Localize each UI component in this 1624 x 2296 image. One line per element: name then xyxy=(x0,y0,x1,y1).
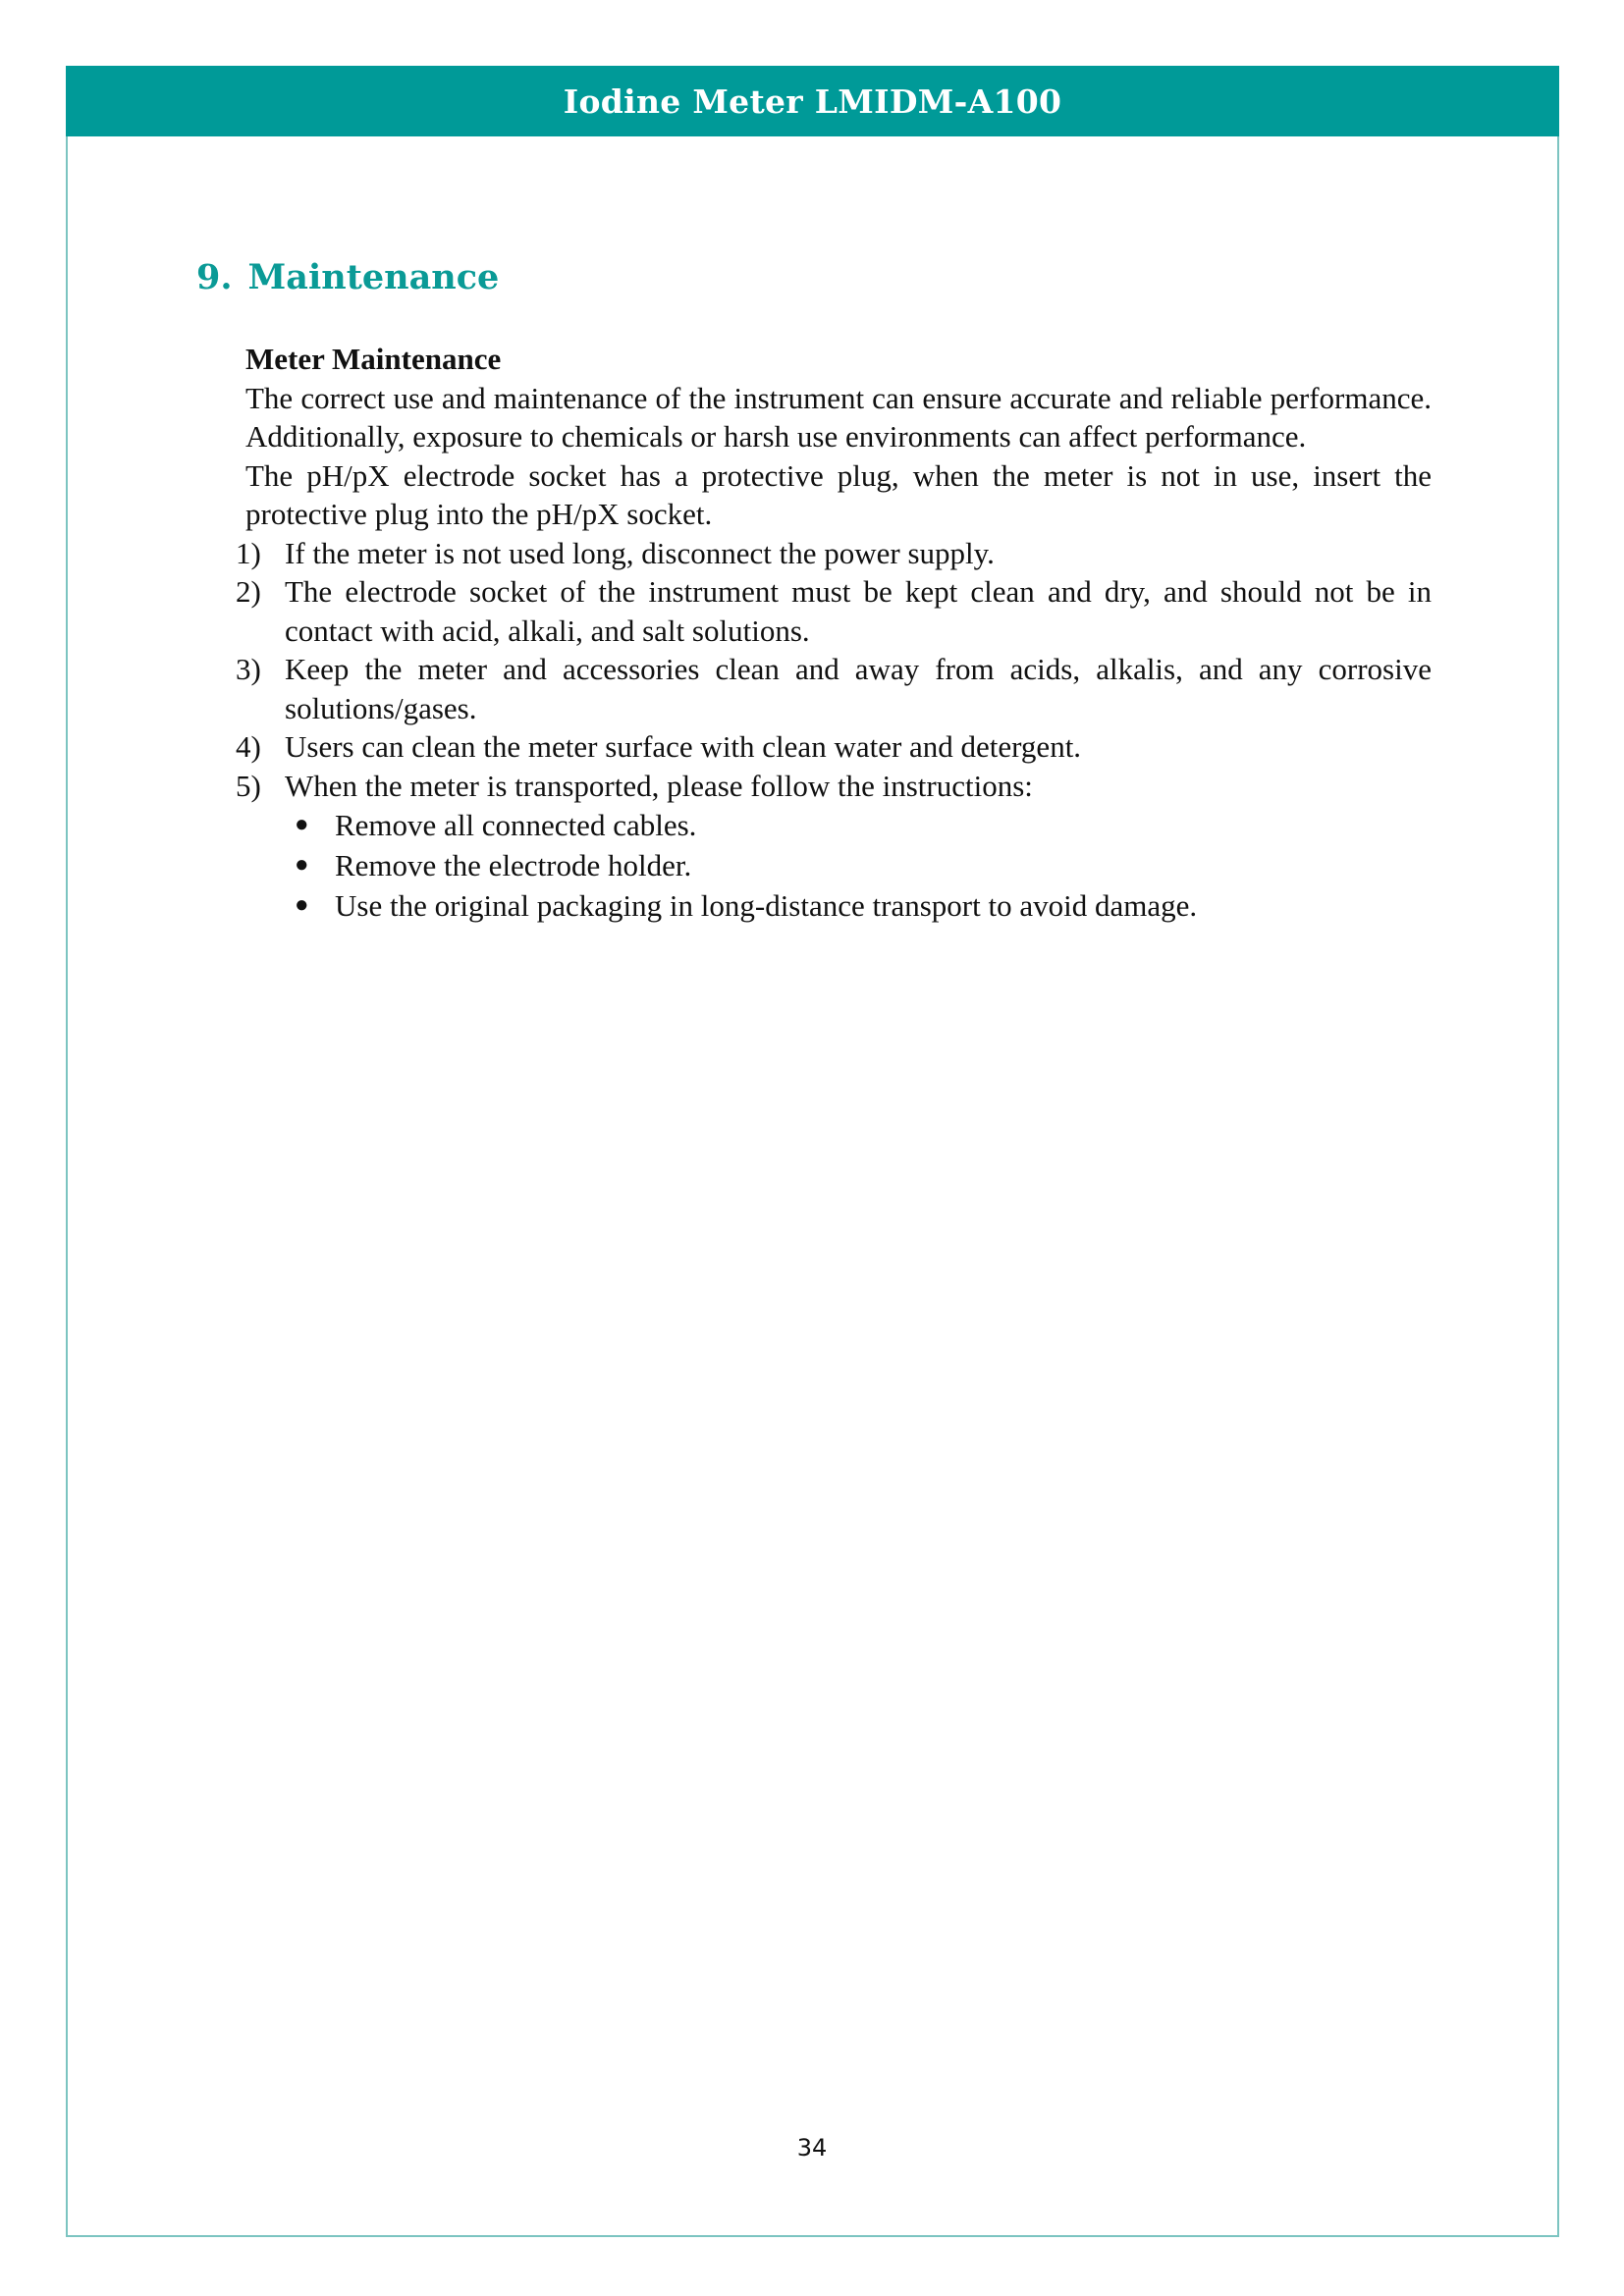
maintenance-content xyxy=(236,340,1432,926)
list-item xyxy=(236,572,1432,650)
list-item xyxy=(236,727,1432,767)
page-number: 34 xyxy=(796,2134,828,2162)
list-item-text: When the meter is transported, please follow the instructions: xyxy=(285,768,1033,803)
list-item-text: If the meter is not used long, disconnect the power supply. xyxy=(285,535,995,570)
list-marker: 1) xyxy=(236,535,261,570)
list-marker: 4) xyxy=(236,729,261,764)
header-bar xyxy=(66,66,1559,136)
bullet-item xyxy=(245,845,1432,885)
list-item xyxy=(236,534,1432,573)
section-number: 9. xyxy=(196,257,233,297)
bullet-icon: ● xyxy=(295,812,309,837)
list-marker: 2) xyxy=(236,574,261,609)
sub-heading: Meter Maintenance xyxy=(245,342,502,376)
bullet-item xyxy=(245,805,1432,845)
bullet-icon: ● xyxy=(295,892,309,918)
header-title: Iodine Meter LMIDM-A100 xyxy=(563,81,1062,121)
list-item xyxy=(236,650,1432,727)
bullet-icon: ● xyxy=(295,852,309,878)
list-item-text: The electrode socket of the instrument must be kept clean and dry, and should not be in contact with acid, alkali, and salt solutions. xyxy=(285,574,1432,648)
list-item-text: Users can clean the meter surface with clean water and detergent. xyxy=(285,729,1082,764)
section-title: Maintenance xyxy=(247,257,500,297)
list-marker: 5) xyxy=(236,768,261,803)
bullet-text: Remove all connected cables. xyxy=(335,808,697,842)
paragraph: The pH/pX electrode socket has a protective plug, when the meter is not in use, insert the protective plug into the pH/pX socket. xyxy=(245,457,1432,531)
bullet-item xyxy=(245,885,1432,926)
section-heading xyxy=(196,257,499,297)
paragraph: The correct use and maintenance of the instrument can ensure accurate and reliable performance. Additionally, exposure to chemicals or harsh use environments can affect performance. xyxy=(245,380,1432,454)
numbered-list xyxy=(236,534,1432,806)
list-marker: 3) xyxy=(236,652,261,686)
bullet-text: Remove the electrode holder. xyxy=(335,848,692,882)
list-item xyxy=(236,767,1432,806)
bullet-list xyxy=(245,805,1432,926)
bullet-text: Use the original packaging in long-distance transport to avoid damage. xyxy=(335,888,1198,923)
list-item-text: Keep the meter and accessories clean and away from acids, alkalis, and any corrosive solutions/gases. xyxy=(285,652,1432,725)
